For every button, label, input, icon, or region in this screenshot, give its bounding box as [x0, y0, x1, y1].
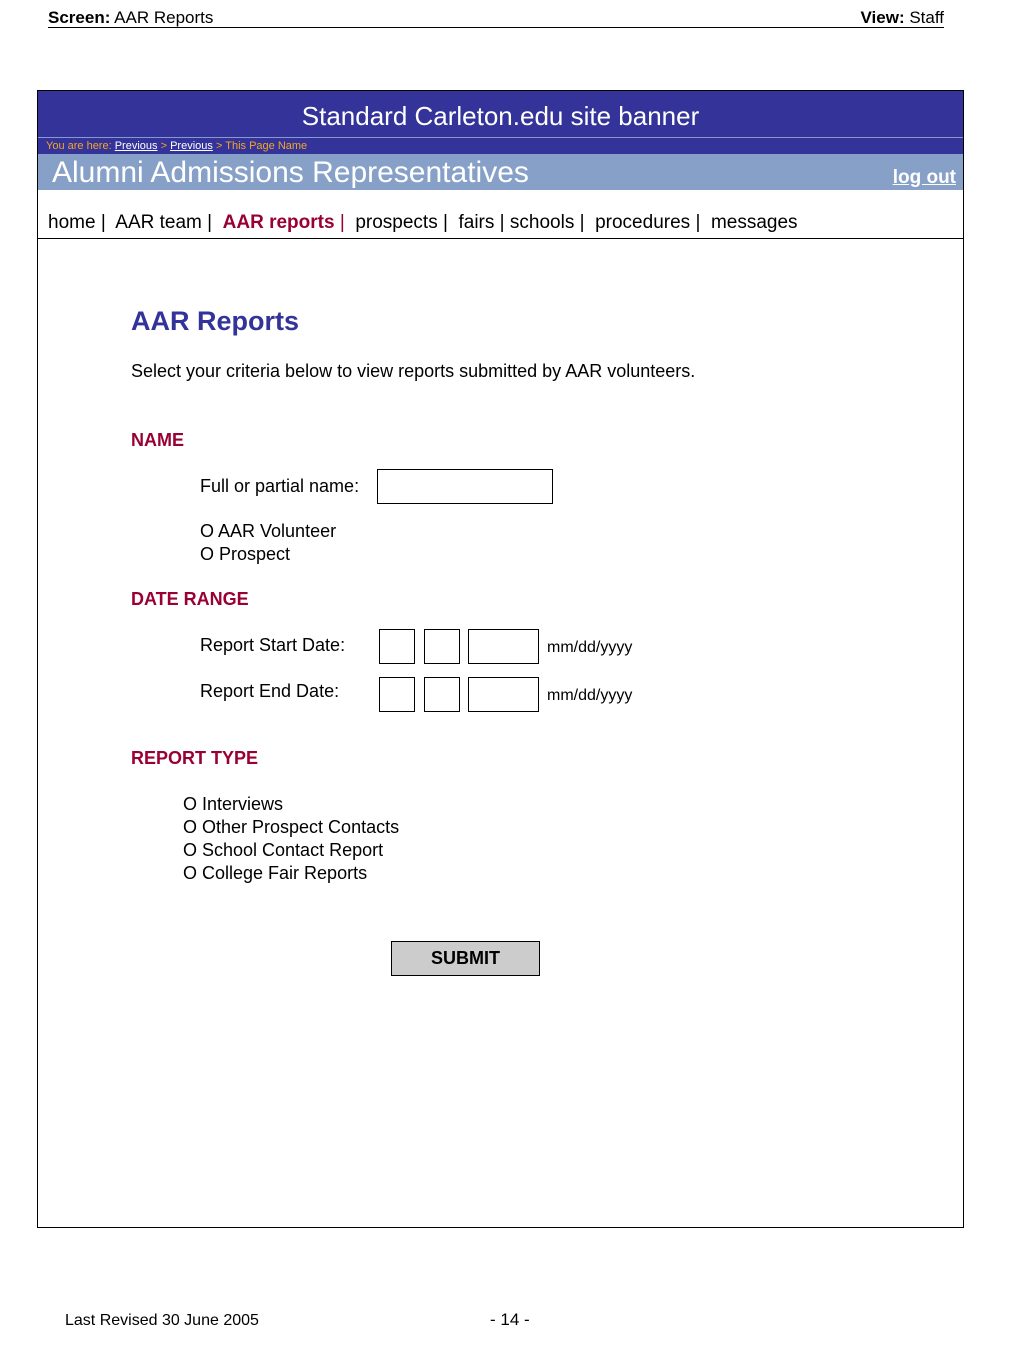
submit-button[interactable]: SUBMIT [391, 941, 540, 976]
radio-aar-volunteer[interactable]: O AAR Volunteer [200, 521, 337, 541]
intro-text: Select your criteria below to view reports submitted by AAR volunteers. [131, 361, 696, 381]
breadcrumb: You are here: Previous > Previous > This Page Name [38, 137, 963, 154]
nav-item-schools[interactable]: schools [509, 212, 575, 233]
nav-item-fairs[interactable]: fairs [458, 212, 495, 233]
start-day-input[interactable] [424, 629, 460, 664]
section-heading-name: NAME [131, 430, 184, 450]
name-input[interactable] [377, 469, 553, 504]
name-field-label: Full or partial name: [200, 476, 360, 496]
nav-item-prospects[interactable]: prospects [355, 212, 438, 233]
site-title: Alumni Admissions Representatives [52, 156, 529, 189]
view-name: View: Staff [860, 8, 944, 27]
nav-item-aar-team[interactable]: AAR team [115, 212, 202, 233]
radio-other-prospect-contacts[interactable]: O Other Prospect Contacts [183, 817, 400, 837]
page-title: AAR Reports [131, 306, 300, 336]
end-day-input[interactable] [424, 677, 460, 712]
end-month-input[interactable] [379, 677, 415, 712]
document-header [48, 6, 944, 28]
end-year-input[interactable] [468, 677, 539, 712]
start-month-input[interactable] [379, 629, 415, 664]
start-year-input[interactable] [468, 629, 539, 664]
end-date-label: Report End Date: [200, 681, 340, 701]
nav-item-aar-reports[interactable]: AAR reports [222, 212, 335, 233]
nav-item-messages[interactable]: messages [710, 212, 798, 233]
breadcrumb-link-previous-1[interactable]: Previous [114, 140, 158, 152]
radio-interviews[interactable]: O Interviews [183, 794, 284, 814]
radio-college-fair-reports[interactable]: O College Fair Reports [183, 863, 368, 883]
main-nav: home | AAR team | AAR reports | prospects | fairs | schools | procedures | messages [38, 190, 963, 239]
section-heading-report-type: REPORT TYPE [131, 748, 259, 768]
wireframe-frame [37, 90, 964, 1228]
footer-page-number: - 14 - [490, 1310, 530, 1329]
nav-item-home[interactable]: home [48, 212, 96, 233]
section-heading-date-range: DATE RANGE [131, 589, 249, 609]
radio-school-contact-report[interactable]: O School Contact Report [183, 840, 384, 860]
screen-name: Screen: AAR Reports [48, 8, 214, 27]
start-date-label: Report Start Date: [200, 635, 346, 655]
end-date-format-hint: mm/dd/yyyy [547, 687, 633, 704]
nav-item-procedures[interactable]: procedures [595, 212, 691, 233]
radio-prospect[interactable]: O Prospect [200, 544, 291, 564]
footer-revised: Last Revised 30 June 2005 [65, 1312, 259, 1329]
breadcrumb-link-previous-2[interactable]: Previous [170, 140, 213, 152]
start-date-format-hint: mm/dd/yyyy [547, 639, 633, 656]
logout-link[interactable]: log out [892, 167, 956, 188]
main-content [38, 91, 963, 1227]
site-banner: Standard Carleton.edu site banner [38, 91, 963, 137]
breadcrumb-current: This Page Name [225, 140, 308, 152]
